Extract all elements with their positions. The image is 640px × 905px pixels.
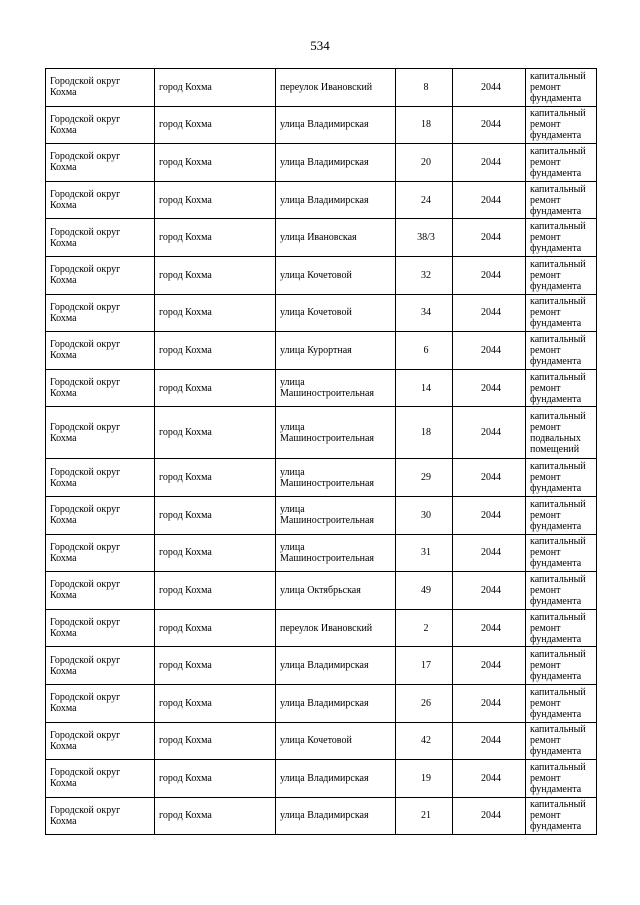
house-number-cell-text: 19 — [421, 772, 431, 784]
house-number-cell — [396, 369, 453, 407]
street-cell-text: переулок Ивановский — [280, 81, 373, 93]
work-type-cell-text: капитальный ремонт фундамента — [530, 799, 586, 833]
house-number-cell — [396, 459, 453, 497]
house-number-cell-text: 30 — [421, 509, 431, 521]
city-cell-text: город Кохма — [159, 427, 212, 439]
house-number-cell — [396, 609, 453, 647]
street-cell — [276, 219, 396, 257]
municipal-district-cell — [46, 219, 155, 257]
work-type-cell — [526, 332, 597, 370]
city-cell-text: город Кохма — [159, 232, 212, 244]
year-cell-text: 2044 — [481, 472, 501, 484]
table-row — [46, 294, 597, 332]
year-cell — [453, 722, 526, 760]
work-type-cell — [526, 722, 597, 760]
year-cell-text: 2044 — [481, 697, 501, 709]
year-cell — [453, 496, 526, 534]
city-cell-text: город Кохма — [159, 772, 212, 784]
year-cell — [453, 332, 526, 370]
year-cell-text: 2044 — [481, 344, 501, 356]
municipal-district-cell — [46, 106, 155, 144]
house-number-cell — [396, 572, 453, 610]
street-cell — [276, 106, 396, 144]
work-type-cell — [526, 219, 597, 257]
table-row — [46, 369, 597, 407]
year-cell-text: 2044 — [481, 509, 501, 521]
table-row — [46, 459, 597, 497]
municipal-district-cell — [46, 69, 155, 107]
city-cell-text: город Кохма — [159, 810, 212, 822]
municipal-district-cell-text: Городской округ Кохма — [50, 113, 121, 136]
year-cell — [453, 69, 526, 107]
work-type-cell — [526, 294, 597, 332]
city-cell-text: город Кохма — [159, 622, 212, 634]
work-type-cell — [526, 572, 597, 610]
house-number-cell — [396, 797, 453, 835]
city-cell — [155, 722, 276, 760]
house-number-cell — [396, 181, 453, 219]
street-cell — [276, 369, 396, 407]
city-cell — [155, 534, 276, 572]
street-cell — [276, 760, 396, 798]
year-cell — [453, 369, 526, 407]
street-cell — [276, 459, 396, 497]
table-row — [46, 144, 597, 182]
year-cell-text: 2044 — [481, 622, 501, 634]
municipal-district-cell-text: Городской округ Кохма — [50, 617, 121, 640]
house-number-cell-text: 29 — [421, 472, 431, 484]
work-type-cell-text: капитальный ремонт фундамента — [530, 649, 586, 683]
street-cell — [276, 496, 396, 534]
city-cell-text: город Кохма — [159, 472, 212, 484]
municipal-district-cell — [46, 459, 155, 497]
house-number-cell-text: 20 — [421, 156, 431, 168]
city-cell — [155, 572, 276, 610]
street-cell-text: улица Кочетовой — [280, 269, 352, 281]
street-cell — [276, 181, 396, 219]
street-cell-text: улица Владимирская — [280, 772, 369, 784]
city-cell — [155, 369, 276, 407]
year-cell-text: 2044 — [481, 772, 501, 784]
house-number-cell — [396, 219, 453, 257]
street-cell-text: улица Машиностроительная — [280, 421, 375, 444]
year-cell — [453, 572, 526, 610]
municipal-district-cell — [46, 797, 155, 835]
municipal-district-cell-text: Городской округ Кохма — [50, 421, 121, 444]
work-type-cell — [526, 144, 597, 182]
house-number-cell-text: 21 — [421, 810, 431, 822]
house-number-cell — [396, 144, 453, 182]
city-cell — [155, 647, 276, 685]
work-type-cell-text: капитальный ремонт фундамента — [530, 371, 586, 405]
city-cell — [155, 144, 276, 182]
street-cell-text: улица Октябрьская — [280, 584, 361, 596]
municipal-district-cell-text: Городской округ Кохма — [50, 189, 121, 212]
city-cell-text: город Кохма — [159, 81, 212, 93]
repair-schedule-table — [45, 68, 597, 835]
table-row — [46, 684, 597, 722]
year-cell — [453, 181, 526, 219]
municipal-district-cell — [46, 684, 155, 722]
city-cell-text: город Кохма — [159, 509, 212, 521]
municipal-district-cell — [46, 256, 155, 294]
year-cell-text: 2044 — [481, 156, 501, 168]
municipal-district-cell-text: Городской округ Кохма — [50, 301, 121, 324]
city-cell — [155, 69, 276, 107]
street-cell — [276, 684, 396, 722]
table-row — [46, 496, 597, 534]
work-type-cell — [526, 609, 597, 647]
year-cell — [453, 647, 526, 685]
year-cell — [453, 144, 526, 182]
table-row — [46, 106, 597, 144]
house-number-cell-text: 24 — [421, 194, 431, 206]
city-cell — [155, 760, 276, 798]
house-number-cell-text: 17 — [421, 660, 431, 672]
city-cell-text: город Кохма — [159, 547, 212, 559]
street-cell-text: улица Владимирская — [280, 660, 369, 672]
table-row — [46, 797, 597, 835]
municipal-district-cell-text: Городской округ Кохма — [50, 339, 121, 362]
municipal-district-cell — [46, 369, 155, 407]
city-cell-text: город Кохма — [159, 735, 212, 747]
municipal-district-cell-text: Городской округ Кохма — [50, 504, 121, 527]
year-cell — [453, 534, 526, 572]
street-cell — [276, 144, 396, 182]
work-type-cell-text: капитальный ремонт фундамента — [530, 724, 586, 758]
table-row — [46, 219, 597, 257]
year-cell — [453, 459, 526, 497]
city-cell-text: город Кохма — [159, 697, 212, 709]
work-type-cell — [526, 684, 597, 722]
house-number-cell-text: 6 — [423, 344, 429, 356]
city-cell — [155, 256, 276, 294]
house-number-cell — [396, 534, 453, 572]
municipal-district-cell-text: Городской округ Кохма — [50, 692, 121, 715]
table-body — [46, 69, 597, 835]
municipal-district-cell-text: Городской округ Кохма — [50, 804, 121, 827]
city-cell — [155, 181, 276, 219]
work-type-cell — [526, 256, 597, 294]
year-cell-text: 2044 — [481, 427, 501, 439]
work-type-cell-text: капитальный ремонт подвальных помещений — [530, 410, 586, 455]
year-cell-text: 2044 — [481, 81, 501, 93]
municipal-district-cell-text: Городской округ Кохма — [50, 541, 121, 564]
house-number-cell — [396, 256, 453, 294]
house-number-cell-text: 8 — [423, 81, 429, 93]
city-cell — [155, 106, 276, 144]
street-cell — [276, 722, 396, 760]
city-cell-text: город Кохма — [159, 119, 212, 131]
year-cell-text: 2044 — [481, 307, 501, 319]
street-cell-text: улица Владимирская — [280, 156, 369, 168]
house-number-cell — [396, 294, 453, 332]
year-cell-text: 2044 — [481, 584, 501, 596]
page-number: 534 — [310, 38, 330, 53]
municipal-district-cell — [46, 407, 155, 459]
city-cell — [155, 609, 276, 647]
work-type-cell — [526, 407, 597, 459]
house-number-cell-text: 38/3 — [417, 232, 435, 244]
municipal-district-cell — [46, 534, 155, 572]
street-cell-text: улица Владимирская — [280, 119, 369, 131]
table-row — [46, 647, 597, 685]
municipal-district-cell-text: Городской округ Кохма — [50, 729, 121, 752]
table-row — [46, 256, 597, 294]
work-type-cell-text: капитальный ремонт фундамента — [530, 183, 586, 217]
street-cell-text: улица Машиностроительная — [280, 377, 375, 400]
city-cell-text: город Кохма — [159, 194, 212, 206]
work-type-cell-text: капитальный ремонт фундамента — [530, 70, 586, 104]
house-number-cell — [396, 496, 453, 534]
year-cell — [453, 684, 526, 722]
work-type-cell-text: капитальный ремонт фундамента — [530, 761, 586, 795]
work-type-cell — [526, 369, 597, 407]
house-number-cell-text: 49 — [421, 584, 431, 596]
street-cell — [276, 572, 396, 610]
street-cell-text: переулок Ивановский — [280, 622, 373, 634]
city-cell — [155, 496, 276, 534]
table-row — [46, 181, 597, 219]
municipal-district-cell — [46, 609, 155, 647]
house-number-cell-text: 18 — [421, 119, 431, 131]
street-cell-text: улица Владимирская — [280, 810, 369, 822]
city-cell — [155, 407, 276, 459]
work-type-cell-text: капитальный ремонт фундамента — [530, 573, 586, 607]
street-cell — [276, 609, 396, 647]
house-number-cell-text: 18 — [421, 427, 431, 439]
year-cell — [453, 256, 526, 294]
city-cell-text: город Кохма — [159, 382, 212, 394]
year-cell-text: 2044 — [481, 382, 501, 394]
year-cell — [453, 219, 526, 257]
work-type-cell-text: капитальный ремонт фундамента — [530, 461, 586, 495]
street-cell — [276, 647, 396, 685]
table-row — [46, 407, 597, 459]
work-type-cell — [526, 534, 597, 572]
street-cell — [276, 332, 396, 370]
street-cell — [276, 407, 396, 459]
house-number-cell — [396, 760, 453, 798]
street-cell-text: улица Кочетовой — [280, 735, 352, 747]
year-cell-text: 2044 — [481, 119, 501, 131]
house-number-cell — [396, 722, 453, 760]
house-number-cell — [396, 106, 453, 144]
house-number-cell-text: 34 — [421, 307, 431, 319]
municipal-district-cell-text: Городской округ Кохма — [50, 76, 121, 99]
house-number-cell-text: 31 — [421, 547, 431, 559]
house-number-cell — [396, 407, 453, 459]
municipal-district-cell-text: Городской округ Кохма — [50, 767, 121, 790]
municipal-district-cell — [46, 572, 155, 610]
work-type-cell-text: капитальный ремонт фундамента — [530, 498, 586, 532]
house-number-cell-text: 32 — [421, 269, 431, 281]
year-cell-text: 2044 — [481, 660, 501, 672]
street-cell-text: улица Ивановская — [280, 232, 357, 244]
municipal-district-cell-text: Городской округ Кохма — [50, 226, 121, 249]
street-cell-text: улица Владимирская — [280, 697, 369, 709]
house-number-cell-text: 42 — [421, 735, 431, 747]
municipal-district-cell — [46, 760, 155, 798]
city-cell-text: город Кохма — [159, 584, 212, 596]
municipal-district-cell — [46, 181, 155, 219]
city-cell-text: город Кохма — [159, 307, 212, 319]
municipal-district-cell — [46, 332, 155, 370]
work-type-cell-text: капитальный ремонт фундамента — [530, 221, 586, 255]
table-row — [46, 722, 597, 760]
street-cell-text: улица Машиностроительная — [280, 504, 375, 527]
city-cell-text: город Кохма — [159, 269, 212, 281]
street-cell — [276, 534, 396, 572]
table-row — [46, 534, 597, 572]
municipal-district-cell-text: Городской округ Кохма — [50, 151, 121, 174]
municipal-district-cell — [46, 294, 155, 332]
year-cell — [453, 106, 526, 144]
year-cell-text: 2044 — [481, 194, 501, 206]
work-type-cell — [526, 106, 597, 144]
year-cell-text: 2044 — [481, 232, 501, 244]
table-row — [46, 332, 597, 370]
city-cell-text: город Кохма — [159, 660, 212, 672]
work-type-cell-text: капитальный ремонт фундамента — [530, 536, 586, 570]
work-type-cell-text: капитальный ремонт фундамента — [530, 333, 586, 367]
street-cell-text: улица Курортная — [280, 344, 352, 356]
work-type-cell-text: капитальный ремонт фундамента — [530, 145, 586, 179]
street-cell — [276, 294, 396, 332]
street-cell — [276, 797, 396, 835]
table-row — [46, 760, 597, 798]
year-cell-text: 2044 — [481, 547, 501, 559]
table-row — [46, 572, 597, 610]
work-type-cell-text: капитальный ремонт фундамента — [530, 108, 586, 142]
work-type-cell — [526, 69, 597, 107]
work-type-cell — [526, 647, 597, 685]
house-number-cell-text: 14 — [421, 382, 431, 394]
work-type-cell — [526, 496, 597, 534]
work-type-cell-text: капитальный ремонт фундамента — [530, 686, 586, 720]
work-type-cell — [526, 797, 597, 835]
city-cell — [155, 684, 276, 722]
city-cell-text: город Кохма — [159, 344, 212, 356]
year-cell — [453, 760, 526, 798]
house-number-cell — [396, 69, 453, 107]
municipal-district-cell-text: Городской округ Кохма — [50, 579, 121, 602]
city-cell — [155, 459, 276, 497]
street-cell — [276, 69, 396, 107]
year-cell — [453, 294, 526, 332]
municipal-district-cell — [46, 144, 155, 182]
year-cell-text: 2044 — [481, 735, 501, 747]
street-cell-text: улица Машиностроительная — [280, 541, 375, 564]
work-type-cell — [526, 760, 597, 798]
work-type-cell — [526, 181, 597, 219]
city-cell — [155, 797, 276, 835]
municipal-district-cell — [46, 496, 155, 534]
house-number-cell-text: 2 — [423, 622, 429, 634]
street-cell — [276, 256, 396, 294]
city-cell — [155, 294, 276, 332]
table-row — [46, 609, 597, 647]
work-type-cell-text: капитальный ремонт фундамента — [530, 296, 586, 330]
city-cell — [155, 219, 276, 257]
city-cell — [155, 332, 276, 370]
house-number-cell — [396, 684, 453, 722]
year-cell-text: 2044 — [481, 269, 501, 281]
municipal-district-cell — [46, 647, 155, 685]
municipal-district-cell-text: Городской округ Кохма — [50, 654, 121, 677]
municipal-district-cell-text: Городской округ Кохма — [50, 377, 121, 400]
year-cell — [453, 609, 526, 647]
work-type-cell — [526, 459, 597, 497]
street-cell-text: улица Владимирская — [280, 194, 369, 206]
municipal-district-cell — [46, 722, 155, 760]
city-cell-text: город Кохма — [159, 156, 212, 168]
house-number-cell — [396, 332, 453, 370]
year-cell — [453, 407, 526, 459]
year-cell — [453, 797, 526, 835]
year-cell-text: 2044 — [481, 810, 501, 822]
street-cell-text: улица Машиностроительная — [280, 466, 375, 489]
work-type-cell-text: капитальный ремонт фундамента — [530, 258, 586, 292]
work-type-cell-text: капитальный ремонт фундамента — [530, 611, 586, 645]
street-cell-text: улица Кочетовой — [280, 307, 352, 319]
municipal-district-cell-text: Городской округ Кохма — [50, 466, 121, 489]
house-number-cell — [396, 647, 453, 685]
municipal-district-cell-text: Городской округ Кохма — [50, 264, 121, 287]
table-row — [46, 69, 597, 107]
house-number-cell-text: 26 — [421, 697, 431, 709]
